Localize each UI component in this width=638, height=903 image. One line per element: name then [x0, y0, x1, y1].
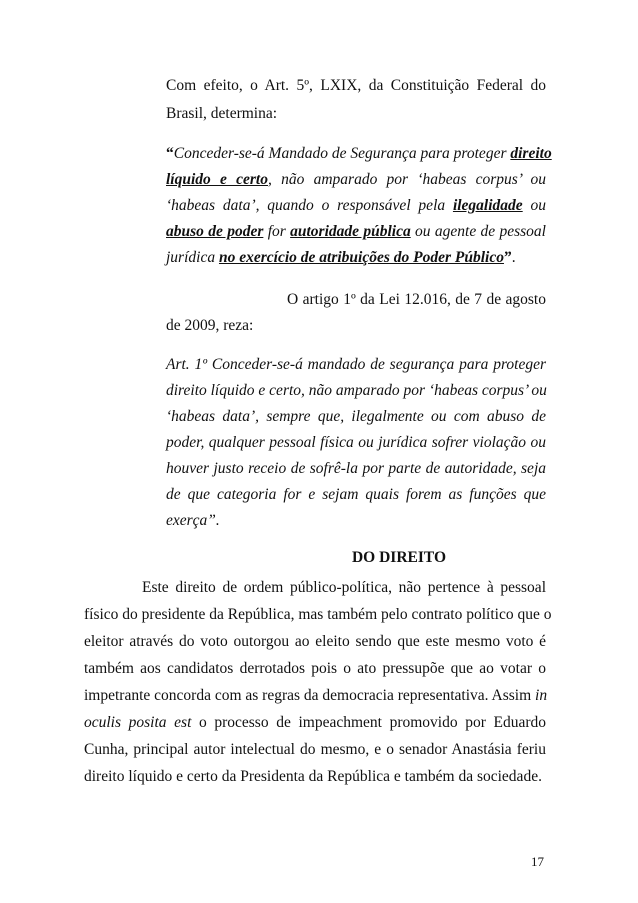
quote-line — [166, 222, 546, 242]
paragraph-line: Com efeito, o Art. 5º, LXIX, da Constituição Federal do — [166, 77, 546, 94]
quote-text: ou — [522, 197, 546, 214]
body-line: direito líquido e certo da Presidenta da República e também da sociedade. — [84, 768, 542, 785]
body-line: Cunha, principal autor intelectual do mesmo, e o senador Anastásia feriu — [84, 741, 546, 758]
quote-line: houver justo receio de sofrê-la por parte de autoridade, seja — [166, 460, 546, 477]
quote-text: , não amparado por ‘habeas corpus’ ou — [268, 171, 546, 188]
quote-line — [166, 144, 552, 164]
latin-phrase: oculis posita est — [84, 714, 192, 731]
quote-line: ‘habeas data’, sempre que, ilegalmente ou com abuso de — [166, 408, 546, 425]
quote-text: ou agente de pessoal — [410, 223, 546, 240]
body-text: o processo de impeachment promovido por Eduardo — [191, 714, 546, 731]
quote-close: ” — [503, 249, 512, 266]
paragraph-line: O artigo 1º da Lei 12.016, de 7 de agosto — [287, 291, 546, 308]
body-line: físico do presidente da República, mas também pelo contrato político que o — [84, 606, 552, 623]
quote-open: “ — [166, 145, 174, 162]
body-line: Este direito de ordem público-política, não pertence à pessoal — [142, 579, 546, 596]
emphasis-text: abuso de poder — [166, 223, 264, 240]
quote-line: exerça”. — [166, 512, 220, 529]
page-number: 17 — [531, 854, 544, 869]
paragraph-line: Brasil, determina: — [166, 105, 278, 122]
quote-line — [166, 248, 546, 268]
emphasis-text: líquido e certo — [166, 171, 268, 188]
body-line: eleitor através do voto outorgou ao eleito sendo que este mesmo voto é — [84, 633, 546, 650]
quote-line: poder, qualquer pessoal física ou jurídica sofrer violação ou — [166, 434, 546, 451]
quote-text: ‘habeas data’, quando o responsável pela — [166, 197, 453, 214]
emphasis-text: ilegalidade — [452, 197, 523, 214]
quote-line — [166, 170, 546, 190]
quote-line: direito líquido e certo, não amparado por ‘habeas corpus’ ou — [166, 382, 547, 399]
emphasis-text: no exercício de atribuições do Poder Público — [218, 249, 504, 266]
quote-text: for — [263, 223, 291, 240]
quote-text: jurídica — [166, 249, 219, 266]
latin-phrase: in — [535, 687, 548, 704]
quote-line: Art. 1º Conceder-se-á mandado de segurança para proteger — [166, 356, 546, 373]
emphasis-text: autoridade pública — [290, 223, 411, 240]
body-line — [84, 686, 546, 706]
body-text: impetrante concorda com as regras da democracia representativa. Assim — [84, 687, 536, 704]
quote-line: de que categoria for e sejam quais forem as funções que — [166, 486, 546, 503]
quote-line — [166, 196, 546, 216]
section-heading: DO DIREITO — [351, 549, 447, 566]
quote-period: . — [511, 249, 516, 266]
body-line: também aos candidatos derrotados pois o ato pressupõe que ao votar o — [84, 660, 546, 677]
paragraph-line: de 2009, reza: — [166, 317, 254, 334]
quote-text: Conceder-se-á Mandado de Segurança para proteger — [173, 145, 511, 162]
emphasis-text: direito — [510, 145, 552, 162]
body-line — [84, 713, 546, 733]
